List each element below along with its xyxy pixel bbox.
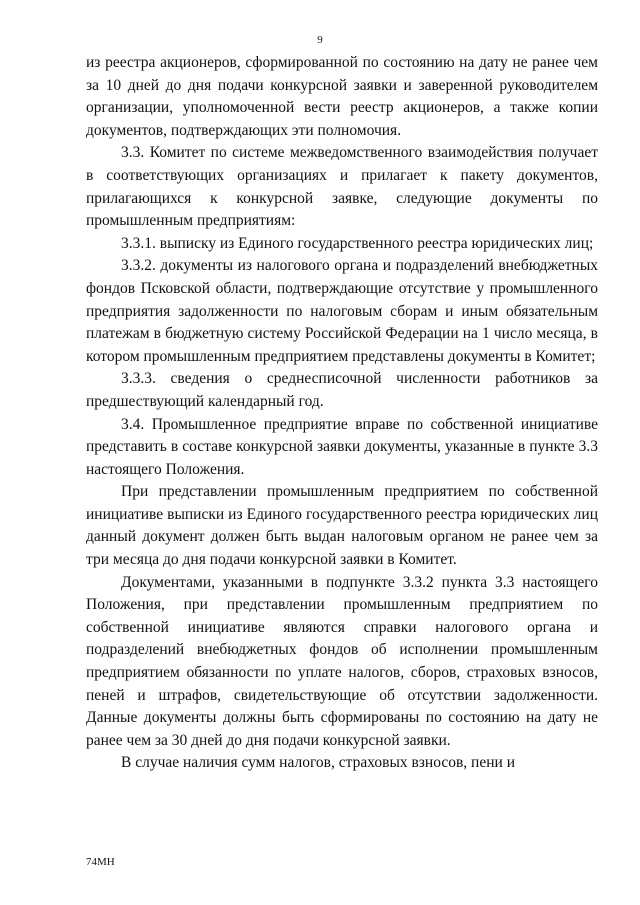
- page-number: 9: [317, 34, 323, 46]
- paragraph-extract-requirement: При представлении промышленным предприятием по собственной инициативе выписки из Единого государственного реестра юридических лиц данный документ должен быть выдан налоговым органом не ранее чем за три месяца до дня подачи конкурсной заявки в Комитет.: [86, 483, 598, 569]
- paragraph-tax-amounts: В случае наличия сумм налогов, страховых взносов, пени и: [121, 754, 515, 772]
- paragraph-continuation: из реестра акционеров, сформированной по состоянию на дату не ранее чем за 10 дней до дня подачи конкурсной заявки и заверенной руководителем организации, уполномоченной вести реестр акционеров, а также копии документов, подтверждающих эти полномочия.: [86, 54, 598, 139]
- footer-code: 74МН: [86, 856, 115, 868]
- document-body: [86, 52, 598, 775]
- paragraph-3-4: 3.4. Промышленное предприятие вправе по собственной инициативе представить в составе конкурсной заявки документы, указанные в пункте 3.3 настоящего Положения.: [86, 415, 598, 478]
- paragraph-3-3-1: 3.3.1. выписку из Единого государственного реестра юридических лиц;: [121, 234, 594, 252]
- paragraph-3-3-2: 3.3.2. документы из налогового органа и подразделений внебюджетных фондов Псковской области, подтверждающие отсутствие у промышленного предприятия задолженности по налоговым сборам и иным обязательным платежам в бюджетную систему Российской Федерации на 1 число месяца, в котором промышленным предприятием представлены документы в Комитет;: [86, 257, 598, 365]
- paragraph-documents-definition: Документами, указанными в подпункте 3.3.2 пункта 3.3 настоящего Положения, при представлении промышленным предприятием по собственной инициативе являются справки налогового органа и подразделений внебюджетных фондов об исполнении промышленным предприятием обязанности по уплате налогов, сборов, страховых взносов, пеней и штрафов, свидетельствующие об отсутствии задолженности. Данные документы должны быть сформированы по состоянию на дату не ранее чем за 30 дней до дня подачи конкурсной заявки.: [86, 573, 598, 749]
- paragraph-3-3-3: 3.3.3. сведения о среднесписочной численности работников за предшествующий календарный год.: [86, 370, 598, 410]
- paragraph-3-3: 3.3. Комитет по системе межведомственного взаимодействия получает в соответствующих организациях и прилагает к пакету документов, прилагающихся к конкурсной заявке, следующие документы по промышленным предприятиям:: [86, 144, 598, 230]
